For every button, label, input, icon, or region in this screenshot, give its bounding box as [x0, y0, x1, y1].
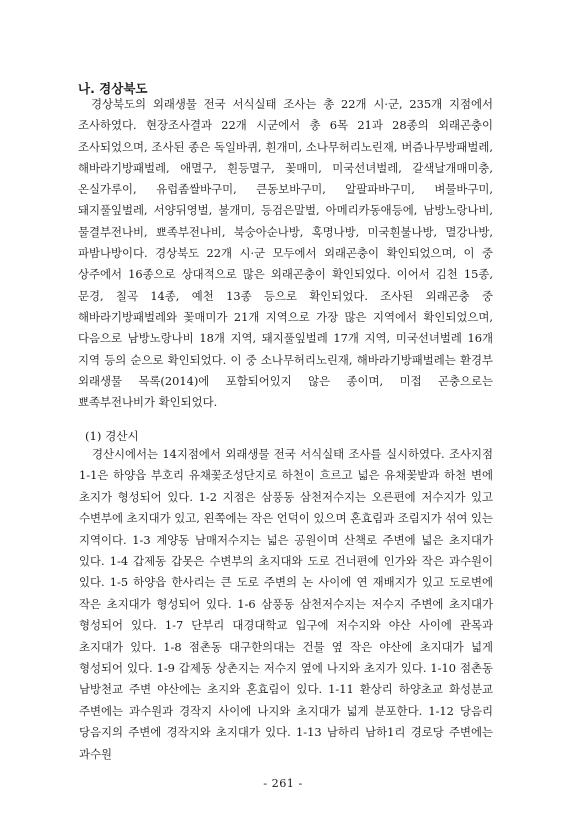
body-paragraph-overview: 경상북도의 외래생물 전국 서식실태 조사는 총 22개 시·군, 235개 지점에서 조사하였다. 현장조사결과 22개 시군에서 총 6목 21과 28종의 외래곤충이 조사되었으며, 조사된 종은 독일바퀴, 흰개미, 소나무허리노린재, 버즘나무방패벌레, 해바라기방패벌레, 애멸구, 흰등멸구, 꽃매미, 미국선녀벌레, 갈색날개매미충, 온실가루이, 유럽좀쌀바구미, 큰동보바구미, 알팔파바구미, 벼물바구미, 돼지풀잎벌레, 서양뒤영벌, 불개미, 등검은말벌, 아메리카동애등에, 남방노랑나비, 물결부전나비, 뾰족부전나비, 북숭아순나방, 혹명나방, 미국흰불나방, 멸강나방, 파밤나방이다. 경상북도 22개 시·군 모두에서 외래곤충이 확인되었으며, 이 중 상주에서 16종으로 상대적으로 많은 외래곤충이 확인되었다. 이어서 김천 15종, 문경, 칠곡 14종, 예천 13종 등으로 확인되었다. 조사된 외래곤충 중 해바라기방패벌레와 꽃매미가 21개 지역으로 가장 많은 지역에서 확인되었으며, 다음으로 남방노랑나비 18개 지역, 돼지풀잎벌레 17개 지역, 미국선녀벌레 16개 지역 등의 순으로 확인되었다. 이 중 소나무허리노린재, 해바라기방패벌레는 환경부 외래생물 목록(2014)에 포함되어있지 않은 종이며, 미접 곤충으로는 뾰족부전나비가 확인되었다. — [78, 97, 493, 410]
section-heading: 나. 경상북도 — [78, 81, 148, 96]
page-number: - 261 - — [263, 777, 303, 790]
subsection-heading: (1) 경산시 — [85, 429, 139, 443]
body-paragraph-gyeongsan: 경산시에서는 14지점에서 외래생물 전국 서식실태 조사를 실시하였다. 조사지점 1-1은 하양읍 부호리 유채꽃조성단지로 하천이 흐르고 넓은 유채꽃밭과 하천 변에 초지가 형성되어 있다. 1-2 지점은 삼풍동 삼천저수지는 오른편에 저수지가 있고 수변부에 초지대가 있고, 왼쪽에는 작은 언덕이 있으며 혼효림과 조림지가 섞여 있는 지역이다. 1-3 계양동 남매저수지는 넓은 공원이며 산책로 주변에 넓은 초지대가 있다. 1-4 갑제동 갑못은 수변부의 초지대와 도로 건너편에 인가와 작은 과수원이 있다. 1-5 하양읍 한사리는 큰 도로 주변의 논 사이에 연 재배지가 있고 도로변에 작은 초지대가 형성되어 있다. 1-6 삼풍동 삼천저수지는 저수지 주변에 초지대가 형성되어 있다. 1-7 단부리 대경대학교 입구에 저수지와 야산 사이에 관목과 초지대가 있다. 1-8 점촌동 대구한의대는 건물 옆 작은 야산에 초지대가 넓게 형성되어 있다. 1-9 갑제동 상촌지는 저수지 옆에 나지와 초지가 있다. 1-10 점촌동 남방천교 주변 야산에는 초지와 혼효림이 있다. 1-11 환상리 하양초교 화성분교 주변에는 과수원과 경작지 사이에 나지와 초지대가 넓게 분포한다. 1-12 당음리 당음지의 주변에 경작지와 초지대가 있다. 1-13 남하리 남하1리 경로당 주변에는 과수원 — [79, 447, 493, 761]
